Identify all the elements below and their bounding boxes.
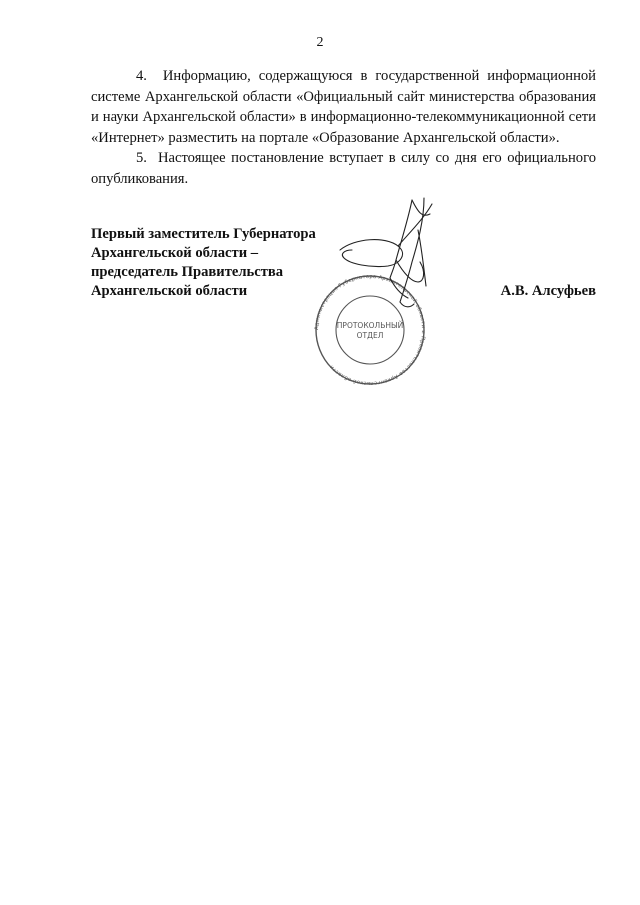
- seal-ring-text: Администрация Губернатора Архангельской области и Правительства Архангельской области: [313, 273, 427, 387]
- position-line-4: Архангельской области: [91, 283, 248, 299]
- handwritten-signature: [340, 198, 432, 307]
- page-number: 2: [316, 35, 324, 50]
- seal-center-line-1: ПРОТОКОЛЬНЫЙ: [336, 321, 404, 330]
- position-line-3: председатель Правительства: [91, 264, 284, 280]
- official-seal-with-signature: [300, 190, 440, 390]
- seal-center-line-2: ОТДЕЛ: [356, 331, 384, 340]
- paragraph-5: 5. Настоящее постановление вступает в силу со дня его официального опубликования.: [91, 150, 596, 187]
- seal-inner-ring: [336, 296, 404, 364]
- paragraph-4: 4. Информацию, содержащуюся в государственной информационной системе Архангельской области «Официальный сайт министерства образования и науки Архангельской области» в информационно-телекоммуникационной сети «Интернет» разместить на портале «Образование Архангельской области».: [91, 68, 596, 146]
- position-line-1: Первый заместитель Губернатора: [91, 226, 316, 242]
- signer-name: А.В. Алсуфьев: [500, 283, 596, 299]
- seal-svg: [300, 190, 440, 390]
- position-line-2: Архангельской области –: [91, 245, 259, 261]
- body-text: [91, 66, 596, 189]
